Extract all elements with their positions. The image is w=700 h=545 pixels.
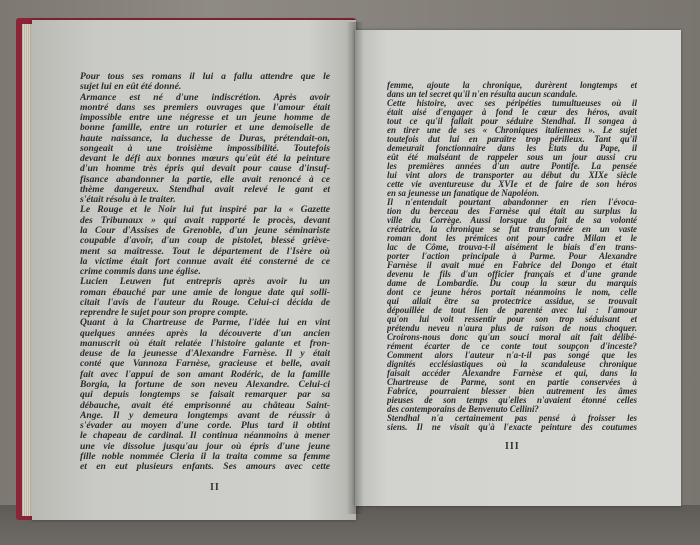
text-line: qui allait être sa protectrice assidue, se trouvait [387, 297, 637, 306]
text-line: créatrice, la chronique se fut transformée en un vaste [387, 225, 637, 234]
text-line: prétendu neveu n'aura plus de raison de nous choquer. [387, 324, 637, 333]
text-line: en sa jeunesse un fanatique de Napoléon. [387, 189, 540, 198]
text-line: roman ébauché par une amie de longue date qui solli- [80, 287, 330, 298]
left-page-text [80, 72, 330, 472]
text-line: roman dont les prémices ont pour cadre Milan et le [387, 234, 637, 243]
text-line: dignités ecclésiastiques où la scandaleuse chronique [387, 360, 637, 369]
text-line: Borgia, la fortune de son neveu Alexandre. Celui-ci [80, 379, 330, 390]
text-line: devant le défi aux bonnes mœurs qu'eût été la peinture [80, 154, 330, 165]
text-line: dépouillée de tout lien de parenté avec lui : l'amour [387, 306, 637, 315]
text-line: lui vint alors de transporter au début du XIXe siècle [387, 171, 637, 180]
text-line: débauche, avait été emprisonné au château Saint- [80, 400, 330, 411]
text-line: sujet lui en eût été donné. [80, 82, 182, 93]
left-page-number: II [210, 482, 220, 493]
text-line: lac de Côme, trouva-t-il aisément le biais d'en trans- [387, 243, 637, 252]
text-line: Lucien Leuwen fut entrepris après avoir lu un [80, 277, 330, 288]
text-line: des contemporains de Benvenuto Cellini? [387, 405, 539, 414]
text-line: faisait accéder Alexandre Farnèse et qui, dans la [387, 369, 637, 378]
text-line: montré dans ses premiers ouvrages que l'amour était [80, 102, 330, 113]
text-line: Croirons-nous donc qu'un souci moral ait fait délibé- [387, 333, 637, 342]
text-line: toutefois dut lui en paraître trop périlleux. Tant qu'il [387, 135, 637, 144]
text-line: deuse de la jeunesse d'Alexandre Farnèse. Il y était [80, 349, 330, 360]
text-line: fait avec l'appui de son amant Rodéric, de la famille [80, 369, 330, 380]
text-line: Il n'entendait pourtant abandonner en rien l'évoca- [387, 198, 637, 207]
text-line: Comment alors l'auteur n'a-t-il pas songé que les [387, 351, 637, 360]
text-line: pieuses de son temps qu'elles n'avaient étonné celles [387, 396, 637, 405]
text-line: Pour tous ses romans il lui a fallu attendre que le [80, 72, 330, 82]
text-line: était aisé d'engager à fond le cœur des héros, avait [387, 108, 637, 117]
text-line: citait l'avis de l'auteur du Rouge. Celui-ci décida de [80, 297, 330, 308]
text-line: qu'on lui voit ressentir pour son trop séduisant et [387, 315, 637, 324]
text-line: la victime était fort connue avait été consterné de ce [80, 256, 330, 267]
text-line: Farnèse il avait mué en Fabrice del Dongo et était [387, 261, 637, 270]
text-line: fisance abandonner la partie, elle avait renoncé à ce [80, 174, 330, 185]
text-line: et en eut plusieurs enfants. Ses amours avec cette [80, 462, 330, 473]
right-page [355, 30, 681, 506]
text-line: Fabrice, pourraient blesser bien autrement les âmes [387, 387, 637, 396]
text-line: manuscrit où était relatée l'histoire galante et fron- [80, 338, 330, 349]
text-line: coupable d'avoir, d'un coup de pistolet, blessé griève- [80, 236, 330, 247]
text-line: devenu le fils d'un officier français et d'une grande [387, 270, 637, 279]
text-line: dame de Lombardie. Du coup la sœur du marquis [387, 279, 637, 288]
text-line: ville du Corrège. Aussi lorsque du fait de sa volonté [387, 216, 637, 225]
text-line: Ange. Il y demeura longtemps avant de réussir à [80, 410, 330, 421]
text-line: Chartreuse de Parme, sont en partie conservées à [387, 378, 637, 387]
text-line: Cette histoire, avec ses péripéties tumultueuses où il [387, 99, 637, 108]
text-line: haute naissance, la duchesse de Duras, prétendait-on, [80, 133, 330, 144]
text-line: crime commis dans une église. [80, 267, 201, 278]
text-line: tout ce qu'il fallait pour séduire Stendhal. Il songea à [387, 117, 637, 126]
right-page-number: III [505, 441, 520, 452]
text-line: Le Rouge et le Noir lui fut inspiré par la « Gazette [80, 205, 330, 216]
text-line: songeait à une troisième impossibilité. Toutefois [80, 143, 330, 154]
text-line: conté que Vannoza Farnèse, gracieuse et belle, avait [80, 359, 330, 370]
text-line: en tirer une de ses « Chroniques italiennes ». Le sujet [387, 126, 637, 135]
text-line: des Tribunaux » qui avait rapporté le procès, devant [80, 215, 330, 226]
text-line: femme, ajoute la chronique, durèrent longtemps et [387, 81, 637, 90]
text-line: d'un homme très épris qui devait pour cause d'insuf- [80, 164, 330, 175]
text-line: tion du berceau des Farnèse qui était au surplus la [387, 207, 637, 216]
text-line: Quant à la Chartreuse de Parme, l'idée lui en vint [80, 318, 330, 329]
left-page [32, 20, 356, 520]
book-spine-gutter [346, 22, 364, 514]
text-line: Stendhal n'a certainement pas pensé à froisser les [387, 414, 637, 423]
text-line: le chapeau de cardinal. Il continua néanmoins à mener [80, 431, 330, 442]
text-line: impossible entre une négresse et un jeune homme de [80, 113, 330, 124]
text-line: une vie dissolue jusqu'au jour où épris d'une jeune [80, 441, 330, 452]
text-line: demeurait fonctionnaire dans les Etats du Pape, il [387, 144, 637, 153]
text-line: rément écarter de ce conte tout soupçon d'inceste? [387, 342, 637, 351]
text-line: quelques années après la découverte d'un ancien [80, 328, 330, 339]
text-line: dans un tel secret qu'il n'en résulta aucun scandale. [387, 90, 578, 99]
text-line: eût été malséant de rappeler sous un jour aussi cru [387, 153, 637, 162]
text-line: reprendre le sujet pour son propre compte. [80, 308, 249, 319]
text-line: dont ce jeune héros portait néanmoins le nom, celle [387, 288, 637, 297]
text-line: les premières années d'un autre Pontife. La pensée [387, 162, 637, 171]
text-line: bonne famille, entre un roturier et une demoiselle de [80, 123, 330, 134]
text-line: ment sa maîtresse. Tout le département de l'Isère où [80, 246, 330, 257]
text-line: Armance est né d'une indiscrétion. Après avoir [80, 92, 330, 103]
text-line: la Cour d'Assises de Grenoble, d'un jeune séminariste [80, 225, 330, 236]
text-line: s'était résolu à le traiter. [80, 195, 176, 206]
text-line: qui depuis longtemps se faisait remarquer par sa [80, 390, 330, 401]
text-line: siens. Il ne visait qu'à l'exacte peinture des coutumes [387, 423, 637, 432]
text-line: cette vie aventureuse du XVIe et de faire de son héros [387, 180, 637, 189]
right-page-text [387, 81, 637, 432]
text-line: fille noble nommée Cleria il la traita comme sa femme [80, 451, 330, 462]
text-line: thème dangereux. Stendhal avait relevé le gant et [80, 184, 330, 195]
text-line: porter l'action principale à Parme. Pour Alexandre [387, 252, 637, 261]
text-line: s'évader au moyen d'une corde. Plus tard il obtint [80, 421, 330, 432]
